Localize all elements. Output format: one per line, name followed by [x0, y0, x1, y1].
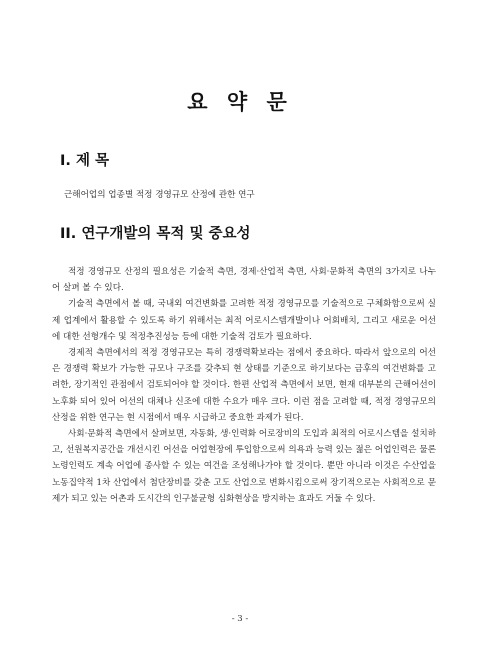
section-heading-title: I. 제 목 [60, 153, 110, 169]
research-title-text: 근해어업의 업종별 적정 경영규모 산정에 관한 연구 [64, 190, 255, 200]
page-number: - 3 - [231, 614, 249, 624]
document-title: 요 약 문 [187, 89, 293, 114]
paragraph: 경제적 측면에서의 적정 경영규모는 특히 경쟁력확보라는 점에서 중요하다. 따라서 앞으로의 어선은 경쟁력 확보가 가능한 규모나 구조를 갖추되 현 상태를 기준으로 하기보다는 금후의 여건변화를 고려한, 장기적인 관점에서 검토되어야 할 것이다. 한편 산업적 측면에서 보면, 현재 대부분의 근해어선이 노후화 되어 있어 어선의 대체나 신조에 대한 수요가 매우 크다. 이런 점을 고려할 때, 적정 경영규모의 산정을 위한 연구는 현 시점에서 매우 시급하고 중요한 과제가 된다. [52, 348, 436, 423]
paragraph: 사회·문화적 측면에서 살펴보면, 자동화, 생·인력화 어로장비의 도입과 최적의 어로시스템을 설치하고, 선원복지공간을 개선시킨 어선을 어업현장에 투입함으로써 의욕과 능력 있는 젊은 어업인력은 물론 노령인력도 계속 어업에 종사할 수 있는 여건을 조성해나가야 할 것이다. 뿐만 아니라 이것은 수산업을 노동집약적 1차 산업에서 첨단장비를 갖춘 고도 산업으로 변화시킴으로써 장기적으로는 사회적으로 문제가 되고 있는 어촌과 도시간의 인구불균형 심화현상을 방지하는 효과도 거둘 수 있다. [52, 429, 436, 504]
paragraph: 기술적 측면에서 볼 때, 국내외 여건변화를 고려한 적정 경영규모를 기술적으로 구체화함으로써 실제 업계에서 활용할 수 있도록 하기 위해서는 최적 어로시스템개발이나 어회배치, 그리고 새로운 어선에 대한 선형개수 및 적정추진성능 등에 대한 기술적 검토가 필요하다. [52, 299, 436, 342]
section-body [52, 264, 436, 507]
paragraph: 적정 경영규모 산정의 필요성은 기술적 측면, 경제·산업적 측면, 사회·문화적 측면의 3가지로 나누어 살펴 볼 수 있다. [52, 267, 436, 294]
section-heading-purpose: II. 연구개발의 목적 및 중요성 [60, 226, 251, 242]
